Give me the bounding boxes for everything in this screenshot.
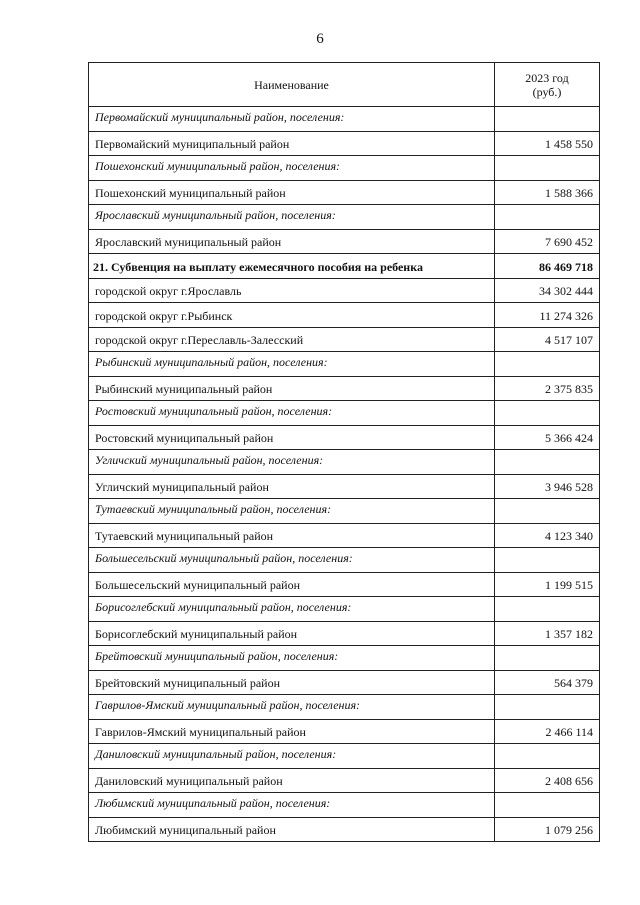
table-row [89,719,600,744]
row-amount [495,205,600,230]
row-amount [495,107,600,132]
table-row [89,621,600,646]
row-name: Тутаевский муниципальный район, поселения: [89,499,495,524]
header-amount-unit: (руб.) [532,84,562,99]
page-number: 6 [316,31,324,47]
row-amount [495,156,600,181]
table-row [89,376,600,401]
row-amount: 34 302 444 [495,278,600,303]
table-row [89,425,600,450]
table-row [89,180,600,205]
row-amount [495,744,600,769]
row-amount: 2 466 114 [495,719,600,744]
group-heading-row [89,156,600,181]
row-amount: 1 079 256 [495,817,600,842]
row-amount: 1 357 182 [495,621,600,646]
row-name: городской округ г.Рыбинск [89,303,495,328]
table-row [89,303,600,328]
group-heading-row [89,450,600,475]
group-heading-row [89,401,600,426]
group-heading-row [89,597,600,622]
group-heading-row [89,744,600,769]
row-amount: 4 123 340 [495,523,600,548]
row-amount [495,646,600,671]
row-name: 21. Субвенция на выплату ежемесячного пособия на ребенка [89,254,495,279]
row-name: Первомайский муниципальный район, поселения: [89,107,495,132]
row-amount: 1 199 515 [495,572,600,597]
group-heading-row [89,352,600,377]
row-amount [495,695,600,720]
header-name: Наименование [89,63,495,107]
row-name: Даниловский муниципальный район [89,768,495,793]
row-name: Борисоглебский муниципальный район [89,621,495,646]
row-amount: 3 946 528 [495,474,600,499]
row-name: Ярославский муниципальный район [89,229,495,254]
row-amount [495,548,600,573]
row-amount [495,450,600,475]
table-row [89,229,600,254]
group-heading-row [89,205,600,230]
row-name: Большесельский муниципальный район, поселения: [89,548,495,573]
row-name: Пошехонский муниципальный район [89,180,495,205]
table-row [89,327,600,352]
group-heading-row [89,107,600,132]
table-row [89,131,600,156]
table-body [89,107,600,842]
table-row [89,572,600,597]
row-amount: 2 375 835 [495,376,600,401]
table-row [89,670,600,695]
row-name: Большесельский муниципальный район [89,572,495,597]
row-name: Ярославский муниципальный район, поселения: [89,205,495,230]
row-name: Ростовский муниципальный район, поселения: [89,401,495,426]
group-heading-row [89,646,600,671]
row-name: Любимский муниципальный район [89,817,495,842]
row-amount: 2 408 656 [495,768,600,793]
row-amount: 4 517 107 [495,327,600,352]
table-row [89,523,600,548]
group-heading-row [89,499,600,524]
table-row [89,278,600,303]
row-amount: 11 274 326 [495,303,600,328]
row-name: Пошехонский муниципальный район, поселения: [89,156,495,181]
row-name: городской округ г.Ярославль [89,278,495,303]
row-name: городской округ г.Переславль-Залесский [89,327,495,352]
row-amount [495,499,600,524]
table-row [89,474,600,499]
row-name: Ростовский муниципальный район [89,425,495,450]
row-name: Брейтовский муниципальный район, поселения: [89,646,495,671]
row-name: Рыбинский муниципальный район [89,376,495,401]
row-name: Любимский муниципальный район, поселения: [89,793,495,818]
section-total-row [89,254,600,279]
row-name: Угличский муниципальный район [89,474,495,499]
row-amount: 7 690 452 [495,229,600,254]
row-amount [495,352,600,377]
header-amount [495,63,600,107]
row-name: Гаврилов-Ямский муниципальный район [89,719,495,744]
row-name: Даниловский муниципальный район, поселения: [89,744,495,769]
row-name: Брейтовский муниципальный район [89,670,495,695]
header-row [89,63,600,107]
row-name: Тутаевский муниципальный район [89,523,495,548]
row-name: Рыбинский муниципальный район, поселения: [89,352,495,377]
header-amount-year: 2023 год [525,70,569,85]
row-amount [495,401,600,426]
table-row [89,768,600,793]
table-row [89,817,600,842]
row-amount [495,793,600,818]
row-name: Борисоглебский муниципальный район, поселения: [89,597,495,622]
row-amount [495,597,600,622]
group-heading-row [89,548,600,573]
row-name: Угличский муниципальный район, поселения: [89,450,495,475]
group-heading-row [89,793,600,818]
row-amount: 5 366 424 [495,425,600,450]
row-amount: 1 588 366 [495,180,600,205]
row-name: Первомайский муниципальный район [89,131,495,156]
row-name: Гаврилов-Ямский муниципальный район, поселения: [89,695,495,720]
row-amount: 86 469 718 [495,254,600,279]
table-header [89,63,600,107]
row-amount: 564 379 [495,670,600,695]
group-heading-row [89,695,600,720]
budget-table [88,62,600,842]
row-amount: 1 458 550 [495,131,600,156]
